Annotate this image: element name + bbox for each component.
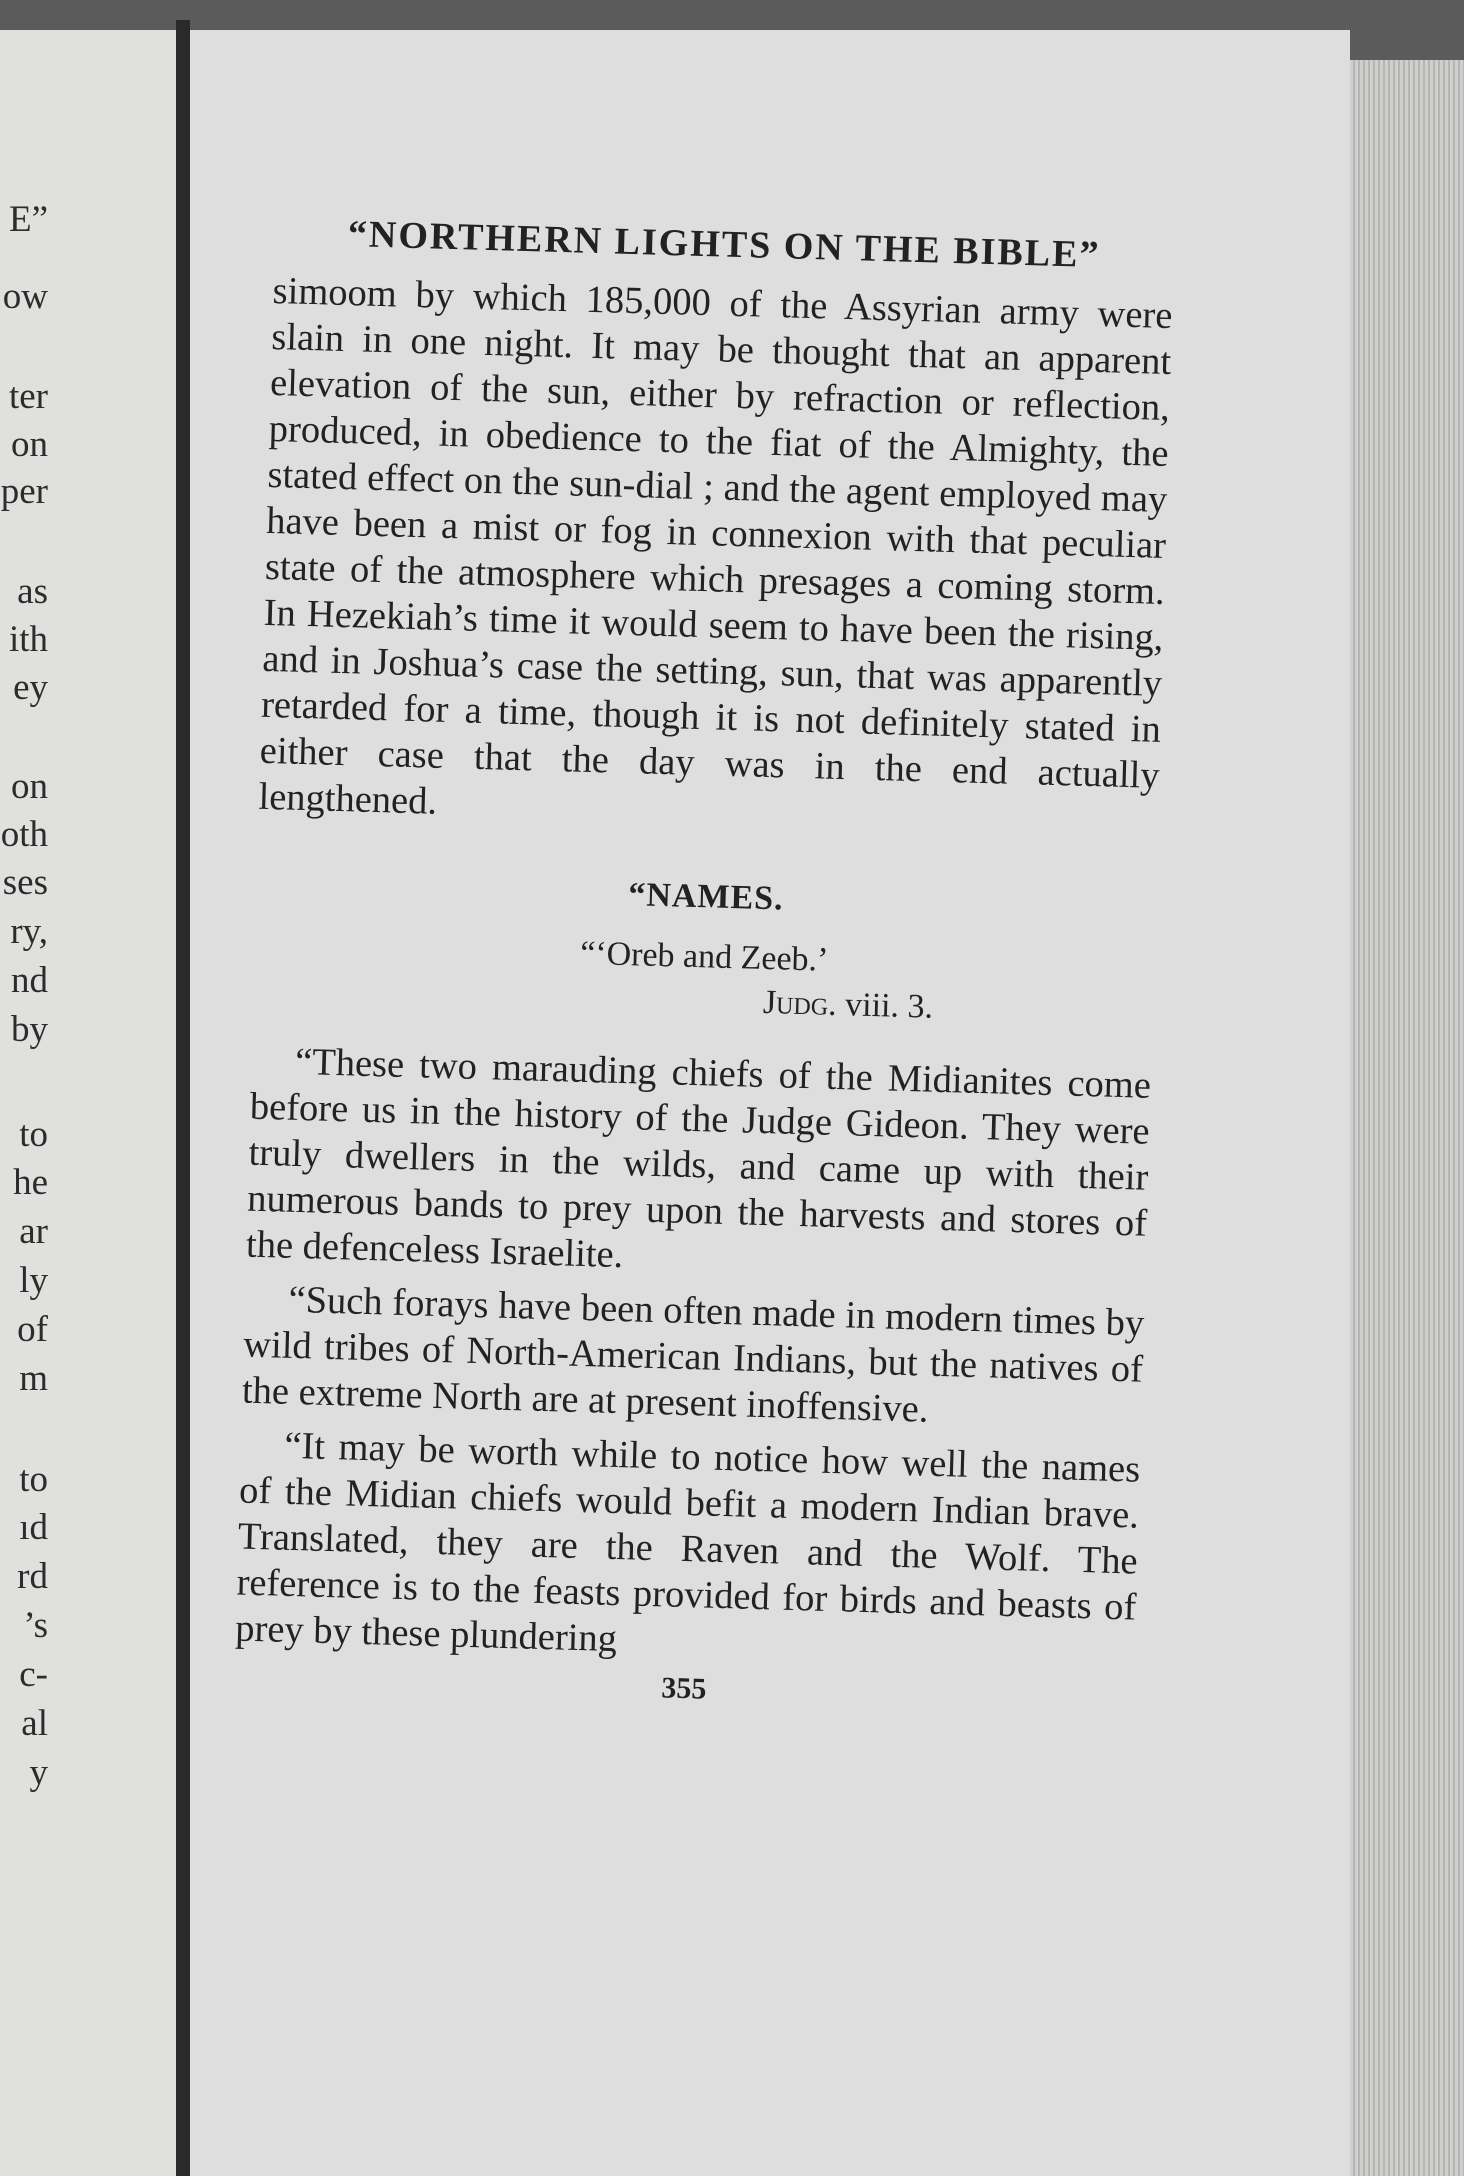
left-page-fragment: to [19,1459,48,1500]
left-page-fragment: ey [13,667,48,708]
left-page-fragment: by [11,1009,48,1050]
left-page-fragment: on [11,766,48,807]
paragraph: “It may be worth while to notice how well the names of the Midian chiefs would befit a modern Indian brave. Translated, they are the Raven and the Wolf. The reference is to the feasts provided for birds and beasts of prey by these plundering [234,1424,1141,1661]
left-page-fragment: he [13,1162,48,1203]
left-page-fragment: ar [19,1211,48,1252]
left-page-fragment: ow [2,276,48,317]
left-page-fragment: ter [8,376,48,417]
left-page-fragment: rd [17,1556,48,1597]
left-page-fragment: ’s [23,1605,48,1646]
left-page-fragment: m [19,1358,48,1399]
citation-book: Judg. [762,983,838,1023]
left-page-fragment: ly [19,1260,48,1301]
left-page-fragment: oth [0,814,48,855]
page-number: 355 [660,1671,707,1706]
left-page-fragment: to [19,1114,48,1155]
left-page-fragment: ses [2,862,48,903]
left-page [0,30,178,2176]
left-page-fragment: per [0,471,48,512]
left-page-fragment: y [29,1752,48,1793]
left-page-fragment: al [21,1703,48,1744]
book-gutter [176,20,190,2176]
left-page-fragment: nd [11,960,48,1001]
paragraph: “Such forays have been often made in modern times by wild tribes of North-American Indians, but the natives of the extreme North are at present inoffensive. [241,1278,1145,1431]
left-page-fragment: on [11,424,48,465]
section-title: “NAMES. [627,876,785,918]
left-page-fragment: of [17,1309,48,1350]
left-page-fragment: as [17,571,48,612]
scripture-quote: “‘Oreb and Zeeb.’ [579,934,829,979]
page-content [234,210,1175,1719]
continuation-paragraph: simoom by which 185,000 of the Assyrian army were slain in one night. It may be thought that an apparent elevation of the sun, either by refraction or reflection, produced, in obedience to the fiat of the Almighty, the stated effect on the sun-dial ; and the agent employed may have been a mist or fog in connexion with that peculiar state of the atmosphere which presages a coming storm. In Hezekiah’s time it would seem to have been the rising, and in Joshua’s case the setting, sun, that was apparently retarded for a time, though it is not definitely stated in either case that the day was in the end actually lengthened. [258,269,1173,823]
left-page-fragment: ry, [10,911,48,952]
left-page-fragment: E” [8,199,48,240]
running-head: “NORTHERN LIGHTS ON THE BIBLE” [347,213,1101,277]
paragraph: “These two marauding chiefs of the Midianites come before us in the history of the Judge Gideon. They were truly dwellers in the wilds, and came up with their numerous bands to prey upon the harvests and stores of the defenceless Israelite. [245,1040,1152,1277]
left-page-fragment: ıd [19,1507,48,1548]
page-edges [1350,60,1464,2176]
citation-reference: viii. 3. [844,986,934,1026]
left-page-fragment: ith [8,619,48,660]
left-page-fragment: c- [19,1654,48,1695]
